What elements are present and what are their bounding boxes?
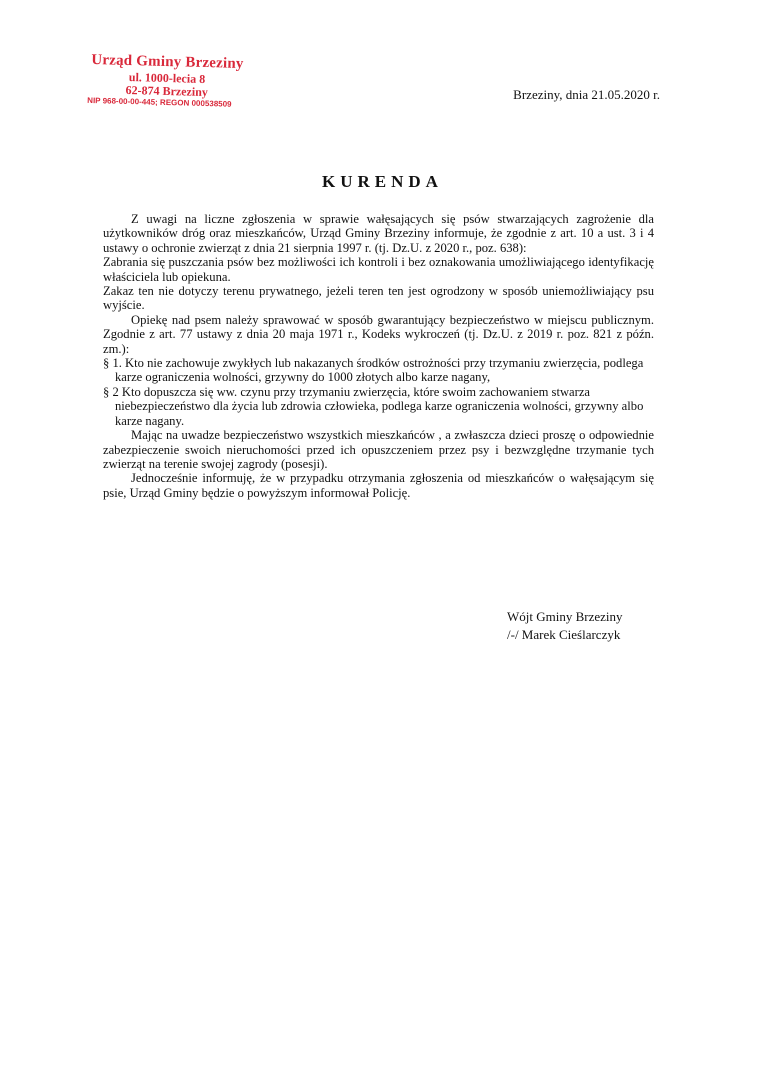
signature-role: Wójt Gminy Brzeziny [507,609,623,624]
document-title: KURENDA [322,172,443,191]
paragraph-section-1: § 1. Kto nie zachowuje zwykłych lub nakazanych środków ostrożności przy trzymaniu zwierzęcia, podlega karze ograniczenia wolności, grzywny do 1000 złotych albo karze nagany, [103,356,644,385]
stamp-tax-ids: NIP 968-00-00-445; REGON 000538509 [87,95,232,109]
document-body [103,212,654,500]
paragraph-prohibition: Zabrania się puszczania psów bez możliwości ich kontroli i bez oznakowania umożliwiającego identyfikację właściciela lub opiekuna. [103,255,654,284]
stamp-postal-city: 62-874 Brzeziny [125,82,209,100]
paragraph-request: Mając na uwadze bezpieczeństwo wszystkich mieszkańców , a zwłaszcza dzieci proszę o odpowiednie zabezpieczenie swoich nieruchomości przed ich opuszczeniem przez psy i bezwzględne trzymanie tych zwierząt na terenie swojej zagrody (posesji). [103,428,654,471]
signature-block [507,608,677,644]
signature-name: /-/ Marek Cieślarczyk [507,627,621,642]
paragraph-notice: Jednocześnie informuję, że w przypadku otrzymania zgłoszenia od mieszkańców o wałęsającym się psie, Urząd Gminy będzie o powyższym informował Policję. [103,471,654,500]
paragraph-section-2: § 2 Kto dopuszcza się ww. czynu przy trzymaniu zwierzęcia, które swoim zachowaniem stwarza niebezpieczeństwo dla życia lub zdrowia człowieka, podlega karze ograniczenia wolności, grzywny albo karze nagany. [103,384,644,428]
stamp-street: ul. 1000-lecia 8 [128,70,206,86]
paragraph-exception: Zakaz ten nie dotyczy terenu prywatnego, jeżeli teren ten jest ogrodzony w sposób uniemożliwiający psu wyjście. [103,284,654,313]
date-line: Brzeziny, dnia 21.05.2020 r. [513,87,660,102]
stamp-office-name: Urząd Gminy Brzeziny [91,52,244,72]
paragraph-care: Opiekę nad psem należy sprawować w sposób gwarantujący bezpieczeństwo w miejscu publicznym. Zgodnie z art. 77 ustawy z dnia 20 maja 1971 r., Kodeks wykroczeń (tj. Dz.U. z 2019 r. poz. 821 z późn. zm.): [103,312,654,356]
office-stamp [71,50,262,111]
paragraph-intro: Z uwagi na liczne zgłoszenia w sprawie wałęsających się psów stwarzających zagrożenie dla użytkowników dróg oraz mieszkańców, Urząd Gminy Brzeziny informuje, że zgodnie z art. 10 a ust. 3 i 4 ustawy o ochronie zwierząt z dnia 21 sierpnia 1997 r. (tj. Dz.U. z 2020 r., poz. 638): [103,212,654,255]
